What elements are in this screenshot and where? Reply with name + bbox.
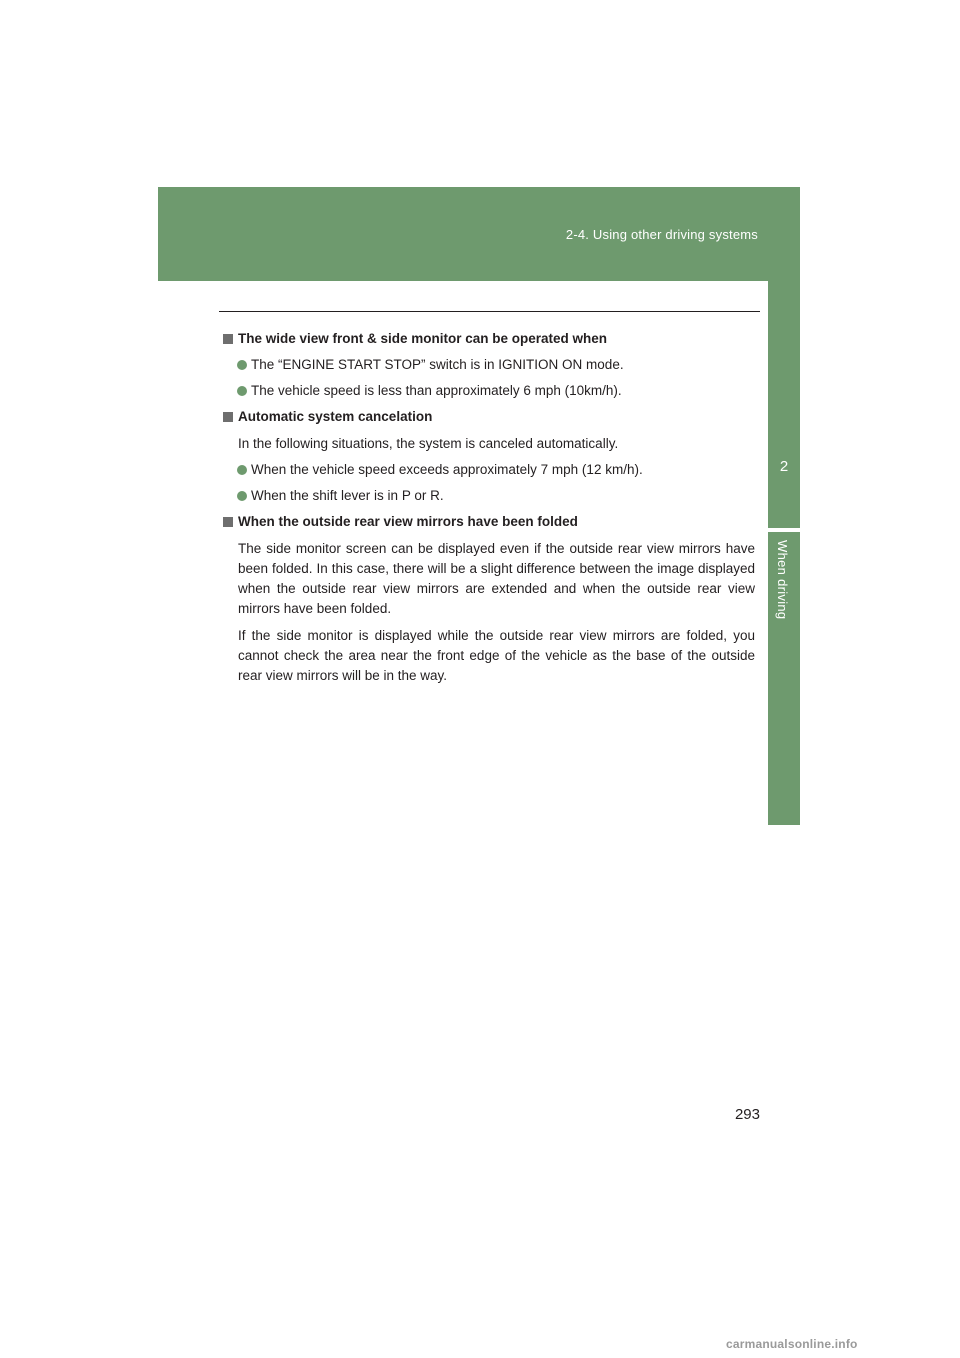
heading-text: Automatic system cancelation (238, 409, 433, 424)
section-heading (223, 513, 755, 531)
chapter-label-tab (768, 532, 800, 825)
chapter-label: When driving (775, 540, 790, 620)
chapter-number: 2 (779, 458, 789, 475)
heading-text: When the outside rear view mirrors have been folded (238, 514, 578, 529)
heading-text: The wide view front & side monitor can be operated when (238, 331, 608, 346)
circle-bullet-icon (237, 465, 247, 475)
square-bullet-icon (223, 334, 233, 344)
paragraph: The side monitor screen can be displayed even if the outside rear view mirrors have been folded. In this case, there will be a slight difference between the image displayed when the outside rear view mirrors are extended and when the outside rear view mirrors have been folded. (238, 541, 755, 616)
list-item-text: The vehicle speed is less than approximately 6 mph (10km/h). (251, 383, 622, 398)
chapter-tab (768, 281, 800, 528)
circle-bullet-icon (237, 360, 247, 370)
paragraph: If the side monitor is displayed while the outside rear view mirrors are folded, you cannot check the area near the front edge of the vehicle as the base of the outside rear view mirrors will be in the way. (238, 628, 755, 683)
list-item (237, 461, 755, 479)
circle-bullet-icon (237, 491, 247, 501)
section-title: 2-4. Using other driving systems (565, 227, 758, 242)
top-divider (219, 311, 760, 312)
watermark: carmanualsonline.info (726, 1337, 858, 1351)
circle-bullet-icon (237, 386, 247, 396)
square-bullet-icon (223, 517, 233, 527)
page-content (223, 330, 755, 693)
list-item (237, 356, 755, 374)
list-item-text: The “ENGINE START STOP” switch is in IGNITION ON mode. (251, 357, 624, 372)
list-item-text: When the vehicle speed exceeds approximately 7 mph (12 km/h). (251, 462, 643, 477)
section-heading (223, 408, 755, 426)
list-item (237, 382, 755, 400)
list-item-text: When the shift lever is in P or R. (251, 488, 444, 503)
square-bullet-icon (223, 412, 233, 422)
page-number: 293 (734, 1106, 760, 1123)
paragraph: In the following situations, the system is canceled automatically. (238, 436, 619, 451)
list-item (237, 487, 755, 505)
header-band (158, 187, 800, 281)
section-heading (223, 330, 755, 348)
